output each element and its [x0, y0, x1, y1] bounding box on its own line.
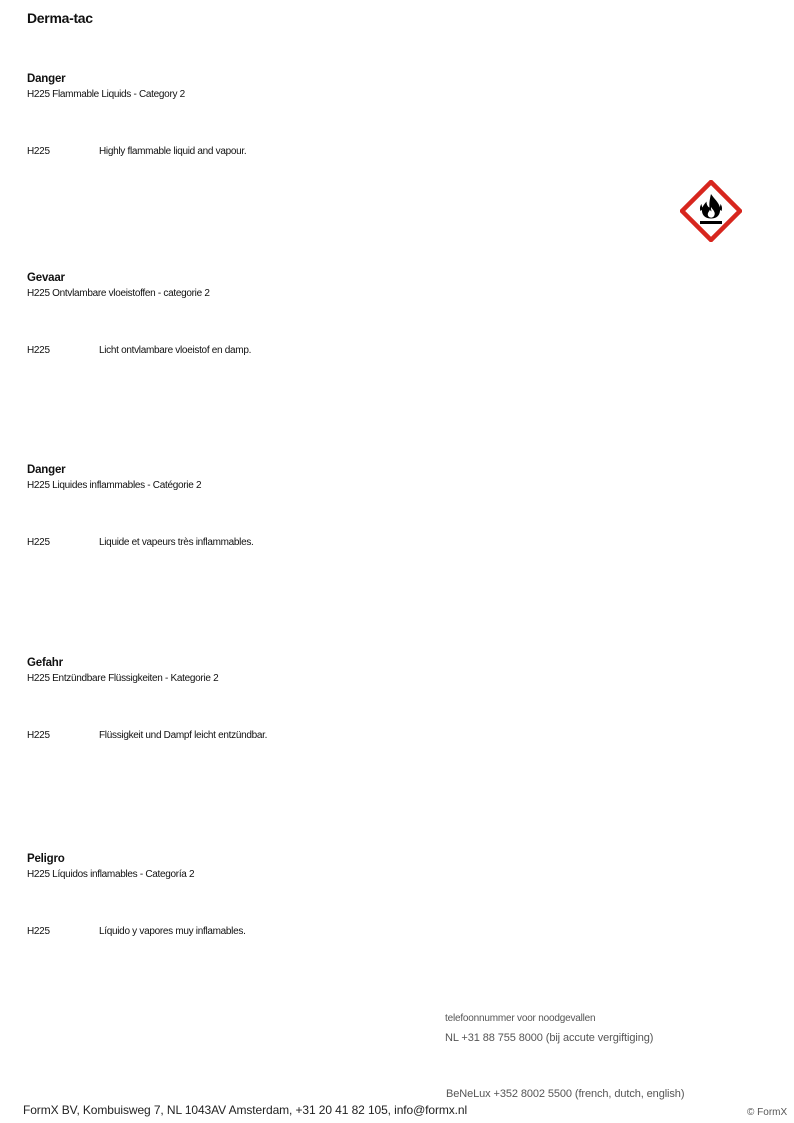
hazard-statement-text: Highly flammable liquid and vapour. [99, 146, 247, 157]
signal-word: Gevaar [27, 272, 65, 284]
benelux-emergency-phone: BeNeLux +352 8002 5500 (french, dutch, english) [446, 1088, 685, 1100]
hazard-statement-code: H225 [27, 926, 50, 937]
emergency-label: telefoonnummer voor noodgevallen [445, 1013, 596, 1024]
company-address: FormX BV, Kombuisweg 7, NL 1043AV Amsterdam, +31 20 41 82 105, info@formx.nl [23, 1103, 468, 1117]
emergency-contact [445, 1013, 653, 1044]
product-title: Derma-tac [27, 10, 93, 26]
hazard-classification: H225 Entzündbare Flüssigkeiten - Kategorie 2 [27, 673, 219, 684]
hazard-section-es [27, 852, 627, 937]
nl-emergency-phone: NL +31 88 755 8000 (bij accute vergiftiging) [445, 1032, 654, 1044]
hazard-classification: H225 Líquidos inflamables - Categoría 2 [27, 869, 195, 880]
hazard-statement [27, 344, 251, 357]
signal-word: Peligro [27, 853, 65, 865]
hazard-statement-code: H225 [27, 730, 50, 741]
hazard-classification: H225 Ontvlambare vloeistoffen - categorie 2 [27, 288, 210, 299]
hazard-section-en [27, 72, 627, 157]
flame-ghs02-icon [680, 180, 742, 242]
hazard-classification: H225 Flammable Liquids - Category 2 [27, 89, 185, 100]
hazard-section-fr [27, 463, 627, 548]
hazard-section-de [27, 656, 627, 741]
hazard-section-nl [27, 271, 627, 356]
hazard-statement-code: H225 [27, 146, 50, 157]
signal-word: Danger [27, 73, 66, 85]
copyright-notice: © FormX [747, 1107, 788, 1118]
hazard-statement-code: H225 [27, 345, 50, 356]
hazard-statement [27, 145, 246, 158]
hazard-statement-text: Licht ontvlambare vloeistof en damp. [99, 345, 252, 356]
hazard-statement-text: Liquide et vapeurs très inflammables. [99, 537, 254, 548]
hazard-statement-text: Líquido y vapores muy inflamables. [99, 926, 246, 937]
hazard-classification: H225 Liquides inflammables - Catégorie 2 [27, 480, 202, 491]
hazard-statement-text: Flüssigkeit und Dampf leicht entzündbar. [99, 730, 268, 741]
signal-word: Danger [27, 464, 66, 476]
hazard-statement [27, 536, 254, 549]
signal-word: Gefahr [27, 657, 63, 669]
hazard-statement [27, 729, 267, 742]
hazard-statement-code: H225 [27, 537, 50, 548]
hazard-statement [27, 925, 246, 938]
